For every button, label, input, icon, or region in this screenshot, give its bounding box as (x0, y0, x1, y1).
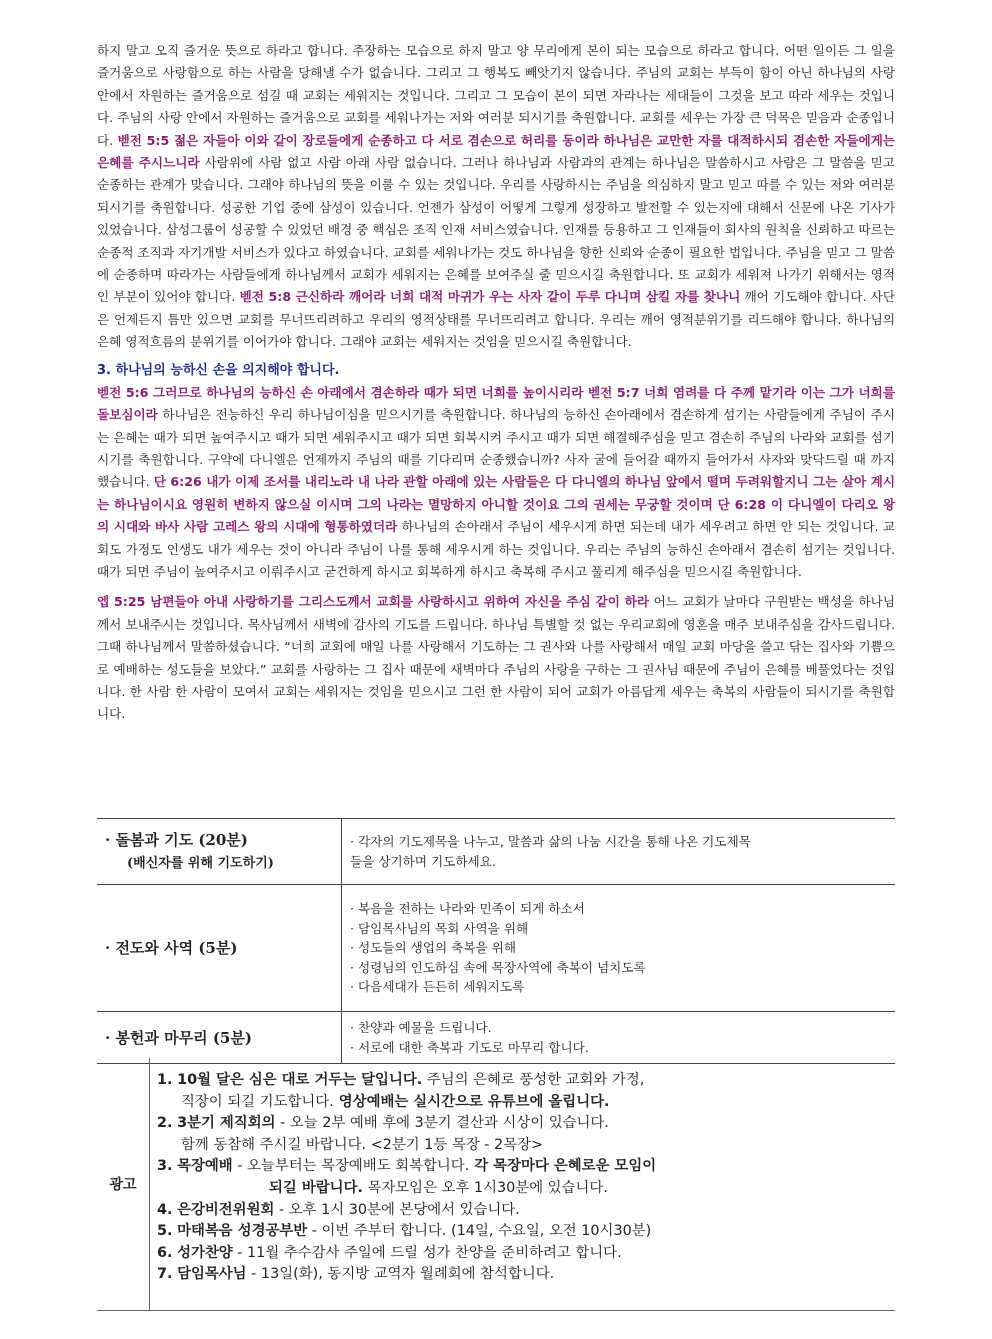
worship-item: · 찬양과 예물을 드립니다. (350, 1018, 895, 1038)
announcement-item (157, 1070, 656, 1113)
worship-items (342, 826, 895, 877)
item-highlight: 각 목장마다 은혜로운 모임이 (469, 1158, 657, 1175)
item-highlight: 3분기 제직회의 (177, 1115, 276, 1132)
item-highlight: 은강비전위원회 (177, 1201, 275, 1218)
worship-order-table (97, 818, 895, 1064)
item-number: 5. (157, 1223, 173, 1240)
bible-verse: 단 6:26 내가 이제 조서를 내리노라 내 나라 관할 아래에 있는 사람들은 다 다니엘의 하나님 앞에서 떨며 두려워할지니 그는 살아 계시는 하나님이시요 영원히 변하지 않으실 이시며 그의 나라는 멸망하지 아니할 것이요 그의 권세는 무궁할 것이며 단 6:28 이 다니엘이 다리오 왕의 시대와 바사 사람 고레스 왕의 시대에 형통하였더라 (97, 474, 895, 535)
worship-item: · 담임목사님의 목회 사역을 위해 (350, 919, 895, 939)
sermon-paragraph (97, 591, 895, 725)
sermon-text: 어느 교회가 날마다 구원받는 백성을 하나님께서 보내주시는 것입니다. 목사님께서 새벽에 감사의 기도를 드립니다. 하나님 특별할 것 없는 우리교회에 영혼을 매주 보내주심을 감사드립니다. 그때 하나님께서 말씀하셨습니다. “너희 교회에 매일 나를 사랑해서 기도하는 그 권사와 나를 사랑해서 매일 교회 마당을 쓸고 닦는 집사와 기쁨으로 예배하는 성도들을 보았다.” 교회를 사랑하는 그 집사 때문에 새벽마다 주님의 사랑을 구하는 그 권사님 때문에 주님이 은혜를 베풀었다는 것입니다. 한 사람 한 사람이 모여서 교회는 세워지는 것임을 믿으시고 그런 한 사람이 되어 교회가 아름답게 세우는 축복의 사람들이 되시기를 축원합니다. (97, 594, 895, 722)
item-highlight: 영상예배는 실시간으로 유튜브에 올립니다. (333, 1093, 610, 1110)
announcements-list (157, 1070, 656, 1286)
item-text: - 13일(화), 동지방 교역자 월례회에 참석합니다. (246, 1266, 555, 1283)
worship-row-content (342, 819, 896, 885)
item-text: - 오늘 2부 예배 후에 3분기 결산과 시상이 있습니다. (275, 1115, 609, 1132)
item-number: 4. (157, 1201, 173, 1218)
item-highlight: 10월 달은 심은 대로 거두는 달입니다. (177, 1072, 423, 1088)
announcement-item (157, 1200, 656, 1222)
worship-item: · 다음세대가 든든히 세워지도록 (350, 977, 895, 997)
worship-item: · 복음을 전하는 나라와 민족이 되게 하소서 (350, 899, 895, 919)
worship-items (342, 1012, 895, 1063)
worship-label: · 전도와 사역 (5분) (105, 939, 238, 957)
worship-row-content (342, 885, 896, 1012)
announcement-item (157, 1264, 656, 1286)
worship-row-care-prayer (97, 819, 895, 885)
item-text: - 오늘부터는 목장예배도 회복합니다. (232, 1158, 470, 1175)
item-highlight: 담임목사님 (177, 1266, 247, 1283)
announcements-label: 광고 (97, 1058, 150, 1310)
item-number: 1. (157, 1072, 173, 1088)
worship-item: · 성도들의 생업의 축복을 위해 (350, 938, 895, 958)
item-text: 주님의 은혜로 풍성한 교회와 가정, (422, 1072, 645, 1088)
item-number: 6. (157, 1244, 173, 1261)
worship-items (342, 893, 895, 1003)
sermon-text: 하지 말고 오직 즐거운 뜻으로 하라고 합니다. 주장하는 모습으로 하지 말고 양 무리에게 본이 되는 모습으로 하라고 합니다. 어떤 일이든 그 일을 즐거움으로 사랑함으로 하는 사람을 당해낼 수가 없습니다. 그리고 그 행복도 빼앗기지 않습니다. 주님의 교회는 부득이 함이 아닌 하나님의 사랑 안에서 자원하는 즐거움으로 섬길 때 교회는 세워지는 것입니다. 그리고 그 모습이 본이 되면 자라나는 세대들이 그것을 보고 따라 세우는 것입니다. 주님의 사랑 안에서 자원하는 즐거움으로 교회를 세워나가는 저와 여러분 되시기를 축원합니다. 교회를 세우는 가장 큰 덕목은 믿음과 순종입니다. (97, 43, 895, 148)
section-heading: 3. 하나님의 능하신 손을 의지해야 합니다. (97, 362, 340, 378)
worship-label: · 돌봄과 기도 (20분) (105, 830, 248, 849)
worship-row-label (97, 819, 342, 885)
worship-sublabel: (배신자를 위해 기도하기) (127, 855, 274, 871)
bible-verse: 엡 5:25 남편들아 아내 사랑하기를 그리스도께서 교회를 사랑하시고 위하여 자신을 주심 같이 하라 (97, 594, 650, 610)
item-text: - 11월 추수감사 주일에 드릴 성가 찬양을 준비하려고 합니다. (232, 1244, 622, 1261)
item-highlight: 마태복음 성경공부반 (177, 1223, 308, 1240)
sermon-text: 사람위에 사람 없고 사람 아래 사람 없습니다. 그러나 하나님과 사람과의 관계는 하나님은 말씀하시고 사람은 그 말씀을 믿고 순종하는 관계가 맞습니다. 그래야 하나님의 뜻을 이룰 수 있는 것입니다. 우리를 사랑하시는 주님을 의심하지 말고 믿고 따를 수 있는 저와 여러분 되시기를 축원합니다. 성공한 기업 중에 삼성이 있습니다. 언젠가 삼성이 어떻게 그렇게 성장하고 발전할 수 있는지에 대해서 신문에 나온 기사가 있었습니다. 삼성그룹이 성공할 수 있었던 배경 중 핵심은 조직 인재 서비스였습니다. 인재를 등용하고 그 인재들이 회사의 원칙을 신뢰하고 따르는 순종적 조직과 자기개발 서비스가 있다고 하였습니다. 교회를 세워나가는 것도 하나님을 향한 신뢰와 순종이 필요한 법입니다. 주님을 믿고 그 말씀에 순종하며 따라가는 사람들에게 하나님께서 교회가 세워지는 은혜를 보여주실 줄 믿으시길 축원합니다. 또 교회가 세워져 나가기 위해서는 영적인 부분이 있어야 합니다. (97, 155, 895, 305)
sermon-text: 하나님은 전능하신 우리 하나님이심을 믿으시기를 축원합니다. 하나님의 능하신 손아래에서 겸손하게 섬기는 사람들에게 주님이 주시는 은혜는 때가 되면 높여주시고 때가 되면 세워주시고 때가 되면 회복시켜 주시고 때가 되면 해결해주심을 믿고 겸손히 주님의 나라와 교회를 섬기시기를 축원합니다. 구약에 다니엘은 언제까지 주님의 때를 기다리며 순종했습니까? 사자 굴에 들어갈 때까지 들어가서 사자와 맞닥드릴 때 까지 했습니다. (97, 407, 895, 490)
sermon-paragraph (97, 40, 895, 354)
item-number: 2. (157, 1115, 173, 1132)
item-text: - 이번 주부터 합니다. (14일, 수요일, 오전 10시30분) (307, 1223, 652, 1240)
sermon-text: 하나님의 손아래서 주님이 세우시게 하면 되는데 내가 세우려고 하면 안 되는 것입니다. 교회도 가정도 인생도 내가 세우는 것이 아니라 주님이 나를 통해 세우시게 하는 것입니다. 우리는 주님의 능하신 손아래서 겸손히 섬기는 것입니다. 때가 되면 주님이 높여주시고 이뤄주시고 굳건하게 하시고 회복하게 하시고 축복해 주시고 풀리게 해주심을 믿으시길 축원합니다. (97, 519, 895, 579)
item-number: 3. (157, 1158, 173, 1175)
item-continuation: 함께 동참해 주시길 바랍니다. <2분기 1등 목장 - 2목장> (181, 1136, 544, 1153)
announcement-item (157, 1221, 656, 1243)
worship-row-label (97, 1012, 342, 1064)
announcements-section (97, 1058, 895, 1311)
worship-row-evangelism (97, 885, 895, 1012)
worship-label: · 봉헌과 마무리 (5분) (105, 1028, 252, 1047)
item-highlight: 목장예배 (177, 1158, 233, 1175)
worship-item: · 서로에 대한 축복과 기도로 마무리 합니다. (350, 1038, 895, 1058)
sermon-paragraph (97, 382, 895, 584)
worship-row-label (97, 885, 342, 1012)
item-continuation (157, 1092, 656, 1114)
worship-item: · 성령님의 인도하심 속에 목장사역에 축복이 넘치도록 (350, 958, 895, 978)
item-highlight: 성가찬양 (177, 1244, 233, 1261)
worship-row-content (342, 1012, 896, 1064)
worship-row-offering (97, 1012, 895, 1064)
item-number: 7. (157, 1266, 173, 1283)
sermon-body (97, 40, 895, 726)
item-highlight: 되길 바랍니다. (269, 1179, 363, 1196)
item-text: 직장이 되길 기도합니다. (181, 1093, 334, 1110)
item-text: 목자모임은 오후 1시30분에 있습니다. (362, 1179, 608, 1196)
announcement-item (157, 1156, 656, 1199)
bible-verse: 벧전 5:8 근신하라 깨어라 너희 대적 마귀가 우는 사자 같이 두루 다니며 삼킬 자를 찾나니 (239, 289, 741, 305)
announcement-item (157, 1113, 656, 1156)
sermon-text: 깨어 기도해야 합니다. 사단은 언제든지 틈만 있으면 교회를 무너뜨리려하고 우리의 영적상태를 무너뜨리려고 합니다. 우리는 깨어 영적분위기를 리드해야 합니다. 하나님의 은혜 영적흐름의 분위기를 이어가야 합니다. 그래야 교회는 세워지는 것임을 믿으시길 축원합니다. (97, 289, 895, 350)
announcement-item (157, 1243, 656, 1265)
bible-verse: 벧전 5:6 그러므로 하나님의 능하신 손 아래에서 겸손하라 때가 되면 너희를 높이시리라 벧전 5:7 너희 염려를 다 주께 맡기라 이는 그가 너희를 돌보심이라 (97, 384, 895, 423)
item-continuation (157, 1178, 656, 1200)
item-text: - 오후 1시 30분에 본당에서 있습니다. (274, 1201, 520, 1218)
bible-verse: 벧전 5:5 젊은 자들아 이와 같이 장로들에게 순종하고 다 서로 겸손으로 허리를 동이라 하나님은 교만한 자를 대적하시되 겸손한 자들에게는 은혜를 주시느니라 (97, 132, 895, 171)
worship-item: · 각자의 기도제목을 나누고, 말씀과 삶의 나눔 시간을 통해 나온 기도제목들을 상기하며 기도하세요. (350, 832, 760, 871)
